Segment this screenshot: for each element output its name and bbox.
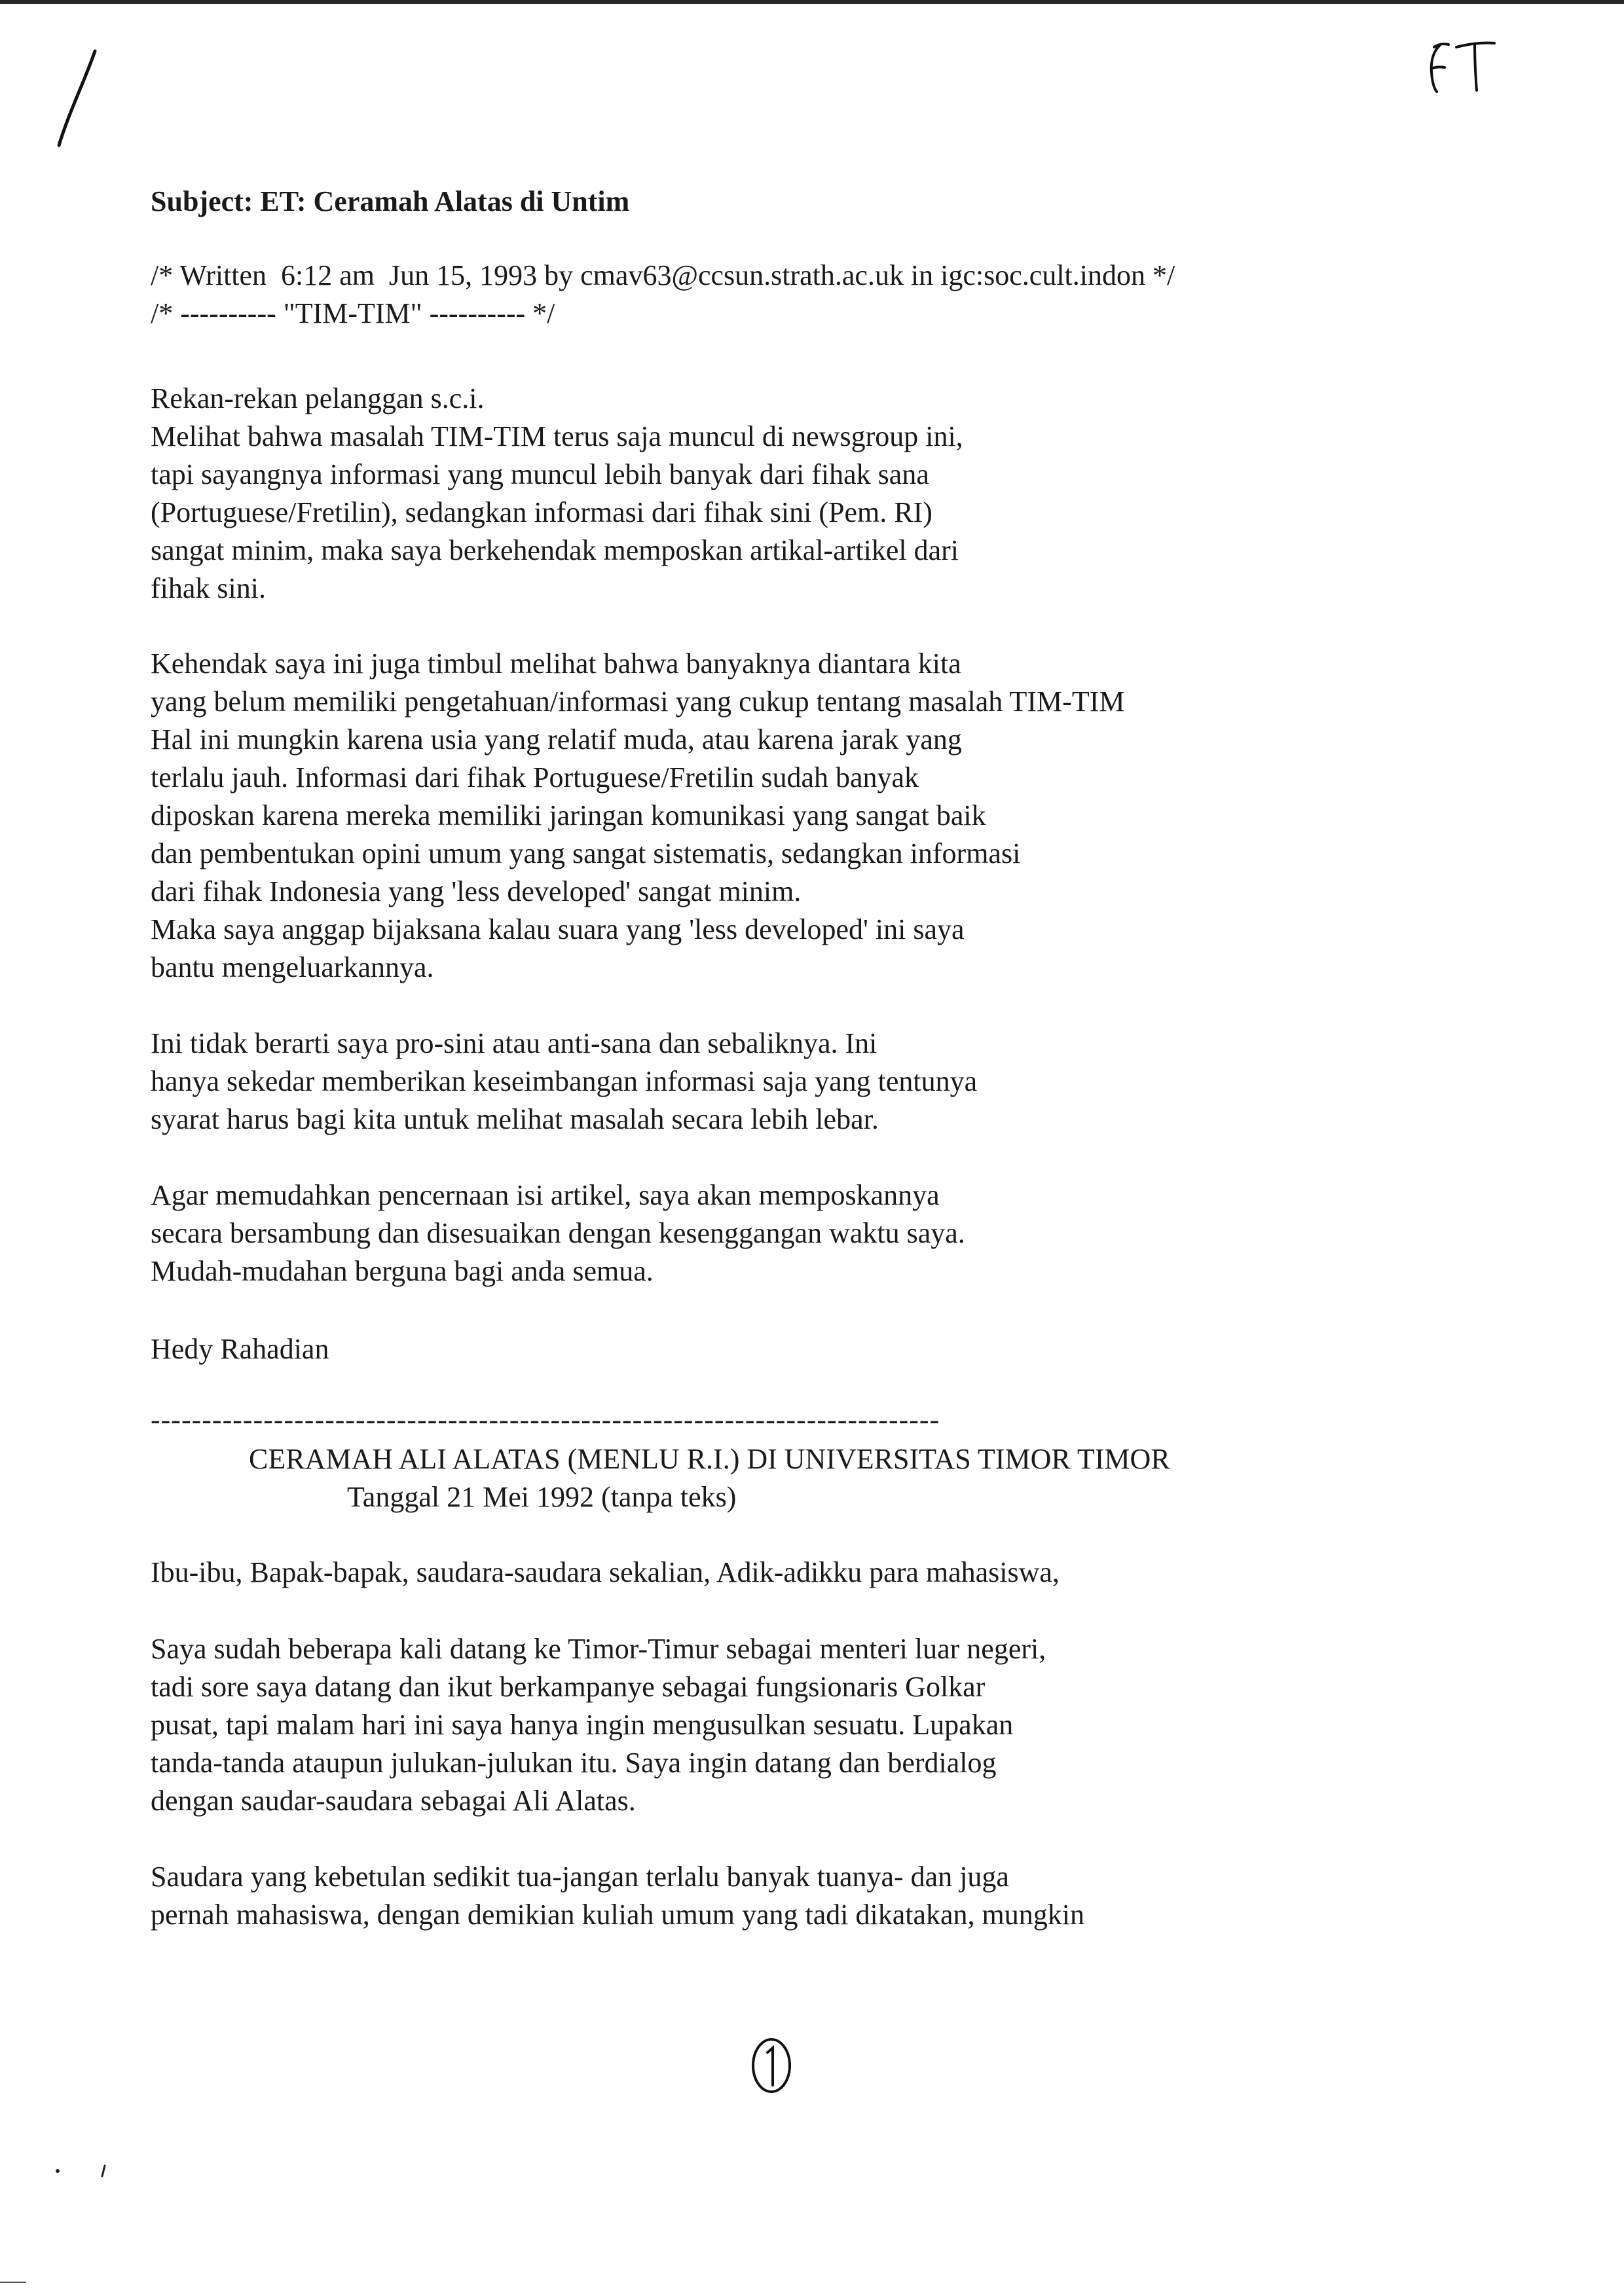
post-header-line: /* ---------- "TIM-TIM" ---------- */ [151, 297, 555, 329]
text-line: tanda-tanda ataupun julukan-julukan itu. Saya ingin datang dan berdialog [151, 1747, 997, 1779]
text-line: syarat harus bagi kita untuk melihat masalah secara lebih lebar. [151, 1103, 879, 1135]
post-header [151, 257, 1460, 333]
text-line: tapi sayangnya informasi yang muncul lebih banyak dari fihak sana [151, 458, 929, 490]
text-line: yang belum memiliki pengetahuan/informasi yang cukup tentang masalah TIM-TIM [151, 685, 1125, 718]
paragraph-motivation [151, 645, 1460, 987]
stray-scan-marks [51, 2160, 117, 2180]
text-line: Mudah-mudahan berguna bagi anda semua. [151, 1255, 654, 1287]
text-line: Hal ini mungkin karena usia yang relatif muda, atau karena jarak yang [151, 723, 962, 756]
text-line: Kehendak saya ini juga timbul melihat bahwa banyaknya diantara kita [151, 647, 961, 680]
section-divider: ----------------------------------------------------------------------------- [151, 1404, 940, 1436]
speech-greeting [151, 1554, 1460, 1592]
text-line: Ibu-ibu, Bapak-bapak, saudara-saudara sekalian, Adik-adikku para mahasiswa, [151, 1556, 1060, 1588]
intro-paragraph [151, 380, 1460, 608]
text-line: pernah mahasiswa, dengan demikian kuliah umum yang tadi dikatakan, mungkin [151, 1899, 1084, 1931]
text-line: fihak sini. [151, 572, 266, 604]
signature-name: Hedy Rahadian [151, 1333, 329, 1365]
text-line: Saudara yang kebetulan sedikit tua-jangan terlalu banyak tuanya- dan juga [151, 1861, 1009, 1893]
text-line: pusat, tapi malam hari ini saya hanya ingin mengusulkan sesuatu. Lupakan [151, 1709, 1014, 1741]
speech-paragraph-1 [151, 1630, 1460, 1820]
text-line: terlalu jauh. Informasi dari fihak Portuguese/Fretilin sudah banyak [151, 761, 919, 793]
text-line: Ini tidak berarti saya pro-sini atau anti-sana dan sebaliknya. Ini [151, 1027, 877, 1059]
handwritten-initials [1414, 33, 1506, 98]
paragraph-posting-plan [151, 1176, 1460, 1290]
text-line: hanya sekedar memberikan keseimbangan informasi saja yang tentunya [151, 1065, 978, 1097]
text-line: Saya sudah beberapa kali datang ke Timor-Timur sebagai menteri luar negeri, [151, 1633, 1046, 1665]
signature [151, 1330, 1460, 1368]
text-line: dari fihak Indonesia yang 'less developed' sangat minim. [151, 875, 802, 907]
handwritten-page-number [745, 2030, 798, 2102]
text-line: (Portuguese/Fretilin), sedangkan informasi dari fihak sini (Pem. RI) [151, 496, 932, 528]
text-line: Maka saya anggap bijaksana kalau suara yang 'less developed' ini saya [151, 913, 965, 945]
handwritten-slash-mark [49, 47, 101, 152]
text-line: dan pembentukan opini umum yang sangat sistematis, sedangkan informasi [151, 837, 1021, 869]
speech-date: Tanggal 21 Mei 1992 (tanpa teks) [347, 1481, 737, 1513]
text-line: Melihat bahwa masalah TIM-TIM terus saja muncul di newsgroup ini, [151, 420, 963, 452]
text-line: tadi sore saya datang dan ikut berkampanye sebagai fungsionaris Golkar [151, 1671, 986, 1703]
text-line: bantu mengeluarkannya. [151, 951, 434, 983]
speech-title: CERAMAH ALI ALATAS (MENLU R.I.) DI UNIVERSITAS TIMOR TIMOR [249, 1443, 1170, 1475]
text-line: sangat minim, maka saya berkehendak memposkan artikal-artikel dari [151, 534, 959, 566]
text-line: diposkan karena mereka memiliki jaringan komunikasi yang sangat baik [151, 799, 986, 831]
scan-bottom-edge-mark [0, 2282, 26, 2283]
text-line: Rekan-rekan pelanggan s.c.i. [151, 382, 485, 414]
paragraph-disclaimer [151, 1025, 1460, 1139]
text-line: dengan saudar-saudara sebagai Ali Alatas. [151, 1785, 636, 1817]
text-line: Agar memudahkan pencernaan isi artikel, saya akan memposkannya [151, 1179, 940, 1211]
email-subject: Subject: ET: Ceramah Alatas di Untim [151, 185, 630, 217]
speech-paragraph-2 [151, 1858, 1460, 1934]
scan-top-edge [0, 0, 1624, 4]
post-header-line: /* Written 6:12 am Jun 15, 1993 by cmav63@ccsun.strath.ac.uk in igc:soc.cult.indon */ [151, 259, 1175, 291]
text-line: secara bersambung dan disesuaikan dengan kesenggangan waktu saya. [151, 1217, 965, 1249]
